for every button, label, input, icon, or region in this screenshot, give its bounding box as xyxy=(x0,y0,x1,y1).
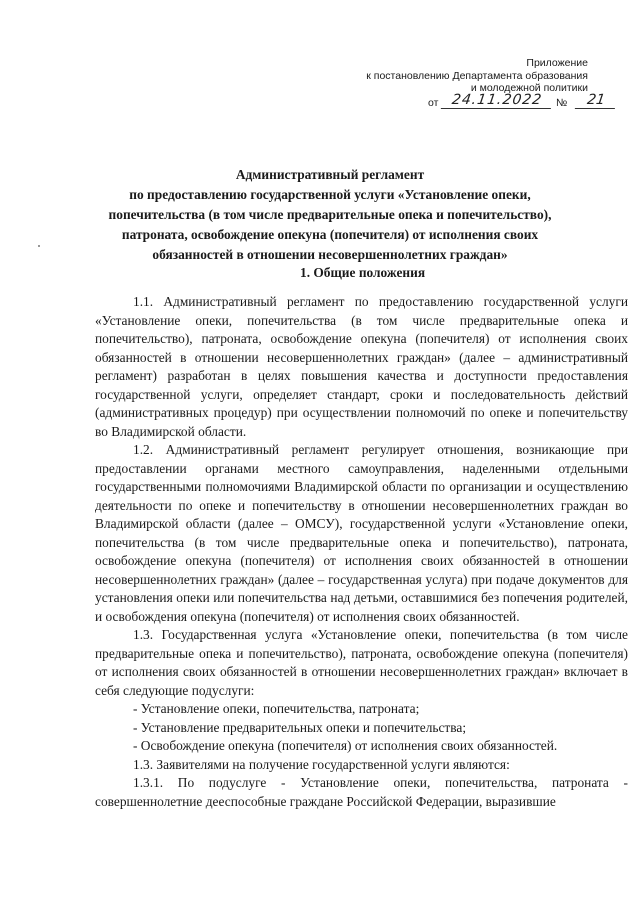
document-body xyxy=(95,293,628,811)
list-item: - Освобождение опекуна (попечителя) от исполнения своих обязанностей. xyxy=(133,738,558,753)
appendix-header xyxy=(348,57,588,95)
title-line-5: обязанностей в отношении несовершеннолетних граждан» xyxy=(152,247,508,262)
list-item: - Установление предварительных опеки и попечительства; xyxy=(133,719,467,735)
paragraph-applicants: 1.3. Заявителями на получение государственной услуги являются: xyxy=(133,756,510,772)
section-heading: 1. Общие положения xyxy=(300,265,426,280)
paragraph-1-3: 1.3. Государственная услуга «Установление опеки, попечительства (в том числе предварительные опека и попечительство), патроната, освобождение опекуна (попечителя) от исполнения своих обязанностей в отношении несовершеннолетних граждан» включает в себя следующие подуслуги: xyxy=(95,627,628,698)
paragraph-1-1: 1.1. Административный регламент по предоставлению государственной услуги «Установление опеки, попечительства (в том числе предварительные опека и попечительство), патроната, освобождение опекуна (попечителя) от исполнения своих обязанностей в отношении несовершеннолетних граждан» (далее – административный регламент) разработан в целях повышения качества и доступности предоставления государственной услуги, определяет стандарт, сроки и последовательность действий (административных процедур) при осуществлении полномочий по опеке и попечительству во Владимирской области. xyxy=(95,294,628,439)
appendix-department: и молодежной политики xyxy=(470,82,588,94)
paragraph-1-2: 1.2. Административный регламент регулирует отношения, возникающие при предоставлении органами местного самоуправления, наделенными отдельными государственными полномочиями Владимирской области по организации и осуществлению деятельности по опеке и попечительству в отношении несовершеннолетних граждан во Владимирской области (далее – ОМСУ), государственной услуги «Установление опеки, попечительства (в том числе предварительные опека и попечительство), патроната, освобождение опекуна (попечителя) от исполнения своих обязанностей в отношении несовершеннолетних граждан» (далее – государственная услуга) при подаче документов для установления опеки или попечительства над детьми, оставшимися без попечения родителей, и освобождения опекуна (попечителя) от исполнения своих обязанностей. xyxy=(95,442,628,624)
title-line-3: попечительства (в том числе предварительные опека и попечительство), xyxy=(108,207,552,222)
paragraph-1-3-1: 1.3.1. По подуслуге - Установление опеки, попечительства, патроната - совершеннолетние дееспособные граждане Российской Федерации, выразившие xyxy=(95,775,628,809)
resolution-date-number xyxy=(428,92,618,113)
title-line-1: Административный регламент xyxy=(235,167,425,182)
list-item: - Установление опеки, попечительства, патроната; xyxy=(133,701,420,716)
title-line-2: по предоставлению государственной услуги «Установление опеки, xyxy=(129,187,531,202)
appendix-resolution: к постановлению Департамента образования xyxy=(366,69,588,82)
appendix-label: Приложение xyxy=(526,57,588,69)
handwritten-number: 21 xyxy=(575,92,617,109)
number-prefix: № xyxy=(556,97,568,109)
scan-speck xyxy=(38,245,40,247)
date-prefix: от xyxy=(428,97,439,109)
document-title xyxy=(100,165,560,265)
title-line-4: патроната, освобождение опекуна (попечителя) от исполнения своих xyxy=(121,227,539,242)
handwritten-date: 24.11.2022 xyxy=(441,92,553,109)
